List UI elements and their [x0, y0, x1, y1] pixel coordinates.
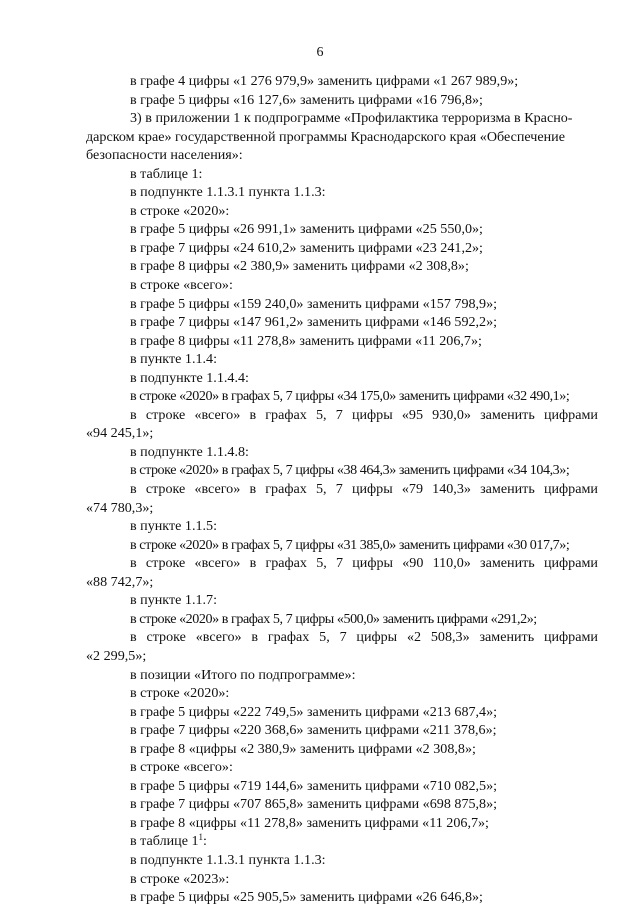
word: 5, [315, 481, 327, 498]
word: в [249, 555, 257, 572]
word: в [251, 629, 259, 646]
word: графах [267, 629, 310, 646]
word: строке [145, 555, 186, 572]
text-line: 3) в приложении 1 к подпрограмме «Профилактика терроризма в Красно- [130, 110, 573, 127]
word: заменить [479, 629, 535, 646]
word: цифры [351, 481, 393, 498]
text-line: в графе 8 «цифры «2 380,9» заменить цифрами «2 308,8»; [130, 740, 476, 757]
word: 5, [315, 406, 327, 423]
word: «всего» [194, 481, 241, 498]
word: графах [265, 406, 307, 423]
text-line: в пункте 1.1.7: [130, 592, 218, 609]
text-line: в графе 8 «цифры «11 278,8» заменить цифрами «11 206,7»; [130, 814, 489, 831]
text-line: в подпункте 1.1.4.4: [130, 369, 249, 386]
word: «90 [402, 555, 424, 572]
text-line: в графе 5 цифры «16 127,6» заменить цифрами «16 796,8»; [130, 91, 483, 108]
word: 7 [339, 629, 347, 646]
word: «всего» [194, 555, 241, 572]
page-number: 6 [316, 45, 324, 60]
word: в [249, 481, 257, 498]
text-line: в графе 8 цифры «2 380,9» заменить цифрами «2 308,8»; [130, 258, 469, 275]
word: в [130, 555, 137, 572]
text-line: в графе 8 цифры «11 278,8» заменить цифрами «11 206,7»; [130, 332, 482, 349]
text-line: в подпункте 1.1.4.8: [130, 443, 249, 460]
word: 930,0» [432, 406, 471, 423]
word: в [130, 481, 137, 498]
text-line: в подпункте 1.1.3.1 пункта 1.1.3: [130, 851, 326, 868]
word: графах [265, 481, 307, 498]
text-line: «88 742,7»; [86, 573, 154, 590]
word: 5, [316, 555, 327, 572]
text-line: в пункте 1.1.4: [130, 351, 218, 368]
word: «2 [406, 629, 422, 646]
text-line: в графе 7 цифры «220 368,6» заменить цифрами «211 378,6»; [130, 722, 497, 739]
text-fragment: в таблице 1 [130, 833, 199, 850]
text-line: в таблице 1: [130, 165, 203, 182]
word: 7 [335, 481, 343, 498]
word: цифрами [543, 406, 598, 423]
superscript: 1 [198, 832, 204, 843]
word: строке [145, 481, 186, 498]
text-line: в строке «всего»: [130, 759, 233, 776]
text-fragment: : [203, 833, 207, 850]
word: строке [146, 629, 186, 646]
text-line: «2 299,5»; [86, 647, 147, 664]
text-line: в графе 5 цифры «222 749,5» заменить цифрами «213 687,4»; [130, 703, 498, 720]
text-line: в позиции «Итого по подпрограмме»: [130, 666, 356, 683]
word: заменить [480, 555, 535, 572]
text-line: в графе 5 цифры «26 991,1» заменить цифрами «25 550,0»; [130, 221, 483, 238]
justified-line [86, 628, 598, 647]
word: 7 [335, 406, 343, 423]
word: «всего» [194, 406, 241, 423]
justified-line [86, 480, 598, 499]
text-line: дарском крае» государственной программы Краснодарского края «Обеспечение [86, 128, 565, 145]
justified-line [86, 554, 598, 573]
text-line: в строке «всего»: [130, 277, 233, 294]
word: цифрами [543, 481, 598, 498]
word: цифры [356, 629, 398, 646]
justified-line [86, 406, 598, 425]
word: «79 [401, 481, 423, 498]
text-line: в графе 5 цифры «719 144,6» заменить цифрами «710 082,5»; [130, 777, 498, 794]
word: 110,0» [432, 555, 471, 572]
word: 7 [336, 555, 344, 572]
text-line: в строке «2020» в графах 5, 7 цифры «38 464,3» заменить цифрами «34 104,3»; [130, 462, 570, 479]
text-line: в графе 7 цифры «707 865,8» заменить цифрами «698 875,8»; [130, 796, 498, 813]
text-line: в строке «2020»: [130, 685, 230, 702]
text-line: в строке «2020» в графах 5, 7 цифры «31 385,0» заменить цифрами «30 017,7»; [130, 536, 570, 553]
text-line: в строке «2020»: [130, 202, 230, 219]
word: в [130, 406, 137, 423]
text-line: в графе 5 цифры «159 240,0» заменить цифрами «157 798,9»; [130, 295, 498, 312]
text-line: в графе 7 цифры «24 610,2» заменить цифрами «23 241,2»; [130, 239, 483, 256]
word: цифры [352, 555, 393, 572]
word: 508,3» [430, 629, 470, 646]
text-line [86, 832, 598, 851]
document-body [86, 72, 598, 907]
text-line: в графе 5 цифры «25 905,5» заменить цифрами «26 646,8»; [130, 889, 483, 906]
text-line: «94 245,1»; [86, 425, 154, 442]
word: графах [265, 555, 307, 572]
word: строке [145, 406, 186, 423]
text-line: в графе 7 цифры «147 961,2» заменить цифрами «146 592,2»; [130, 314, 498, 331]
word: в [249, 406, 257, 423]
text-line: безопасности населения»: [86, 147, 243, 164]
text-line: в строке «2023»: [130, 870, 230, 887]
word: «95 [401, 406, 423, 423]
text-line: в строке «2020» в графах 5, 7 цифры «500,0» заменить цифрами «291,2»; [130, 610, 537, 627]
text-line: в строке «2020» в графах 5, 7 цифры «34 175,0» заменить цифрами «32 490,1»; [130, 388, 570, 405]
word: цифры [351, 406, 393, 423]
text-line: «74 780,3»; [86, 499, 154, 516]
word: 140,3» [432, 481, 471, 498]
text-line: в пункте 1.1.5: [130, 518, 218, 535]
text-line: в подпункте 1.1.3.1 пункта 1.1.3: [130, 184, 326, 201]
word: «всего» [195, 629, 242, 646]
word: цифрами [543, 555, 598, 572]
word: 5, [319, 629, 330, 646]
word: заменить [480, 406, 535, 423]
text-line: в графе 4 цифры «1 276 979,9» заменить цифрами «1 267 989,9»; [130, 73, 519, 89]
word: цифрами [543, 629, 598, 646]
word: в [130, 629, 137, 646]
word: заменить [480, 481, 535, 498]
